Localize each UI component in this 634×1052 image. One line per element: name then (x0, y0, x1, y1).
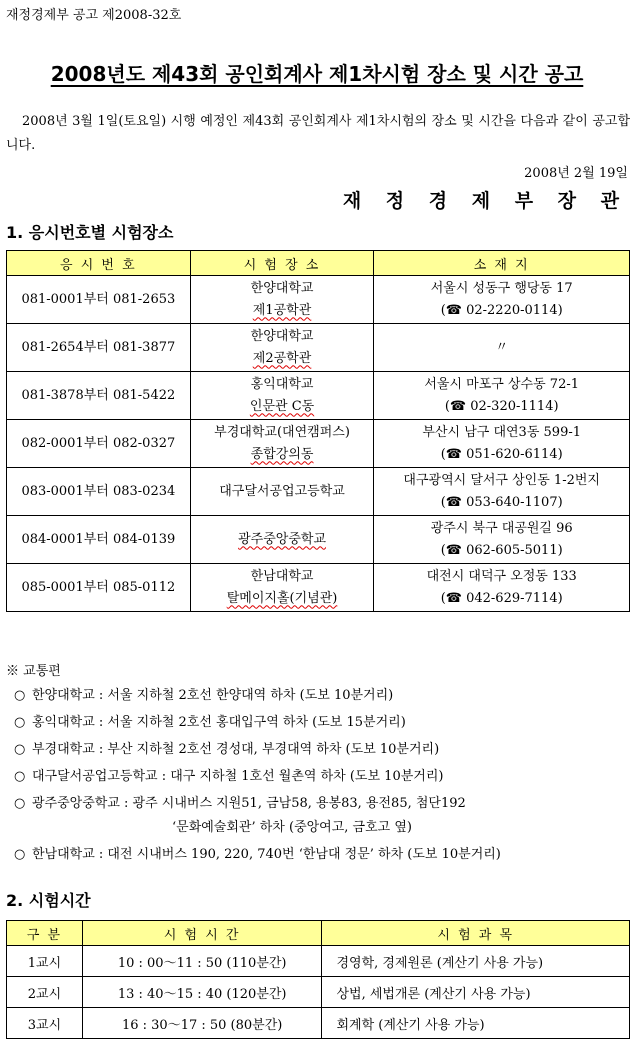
header-subject: 시 험 과 목 (322, 921, 630, 946)
venue-building: 탈메이지홀(기념관) (226, 590, 338, 606)
period-cell: 1교시 (7, 946, 83, 977)
venue-name: 광주중앙중학교 (238, 531, 326, 547)
venue-building: 제2공학관 (252, 350, 312, 366)
phone-number: (☎ 053-640-1107) (440, 494, 563, 510)
address-line: 〃 (495, 339, 509, 355)
schedule-table (6, 920, 630, 1039)
table-row (7, 372, 630, 420)
address-cell (374, 276, 630, 324)
time-cell: 10 : 00～11 : 50 (110분간) (82, 946, 322, 977)
header-address: 소 재 지 (374, 251, 630, 276)
venue-name: 부경대학교(대연캠퍼스) (214, 424, 350, 440)
address-cell (374, 468, 630, 516)
header-period: 구 분 (7, 921, 83, 946)
transport-item (14, 711, 406, 730)
phone-number: (☎ 062-605-5011) (440, 542, 563, 558)
transport-item (14, 765, 443, 784)
section-title-schedule: 2. 시험시간 (6, 891, 91, 910)
address-line: 광주시 북구 대공원길 96 (430, 520, 573, 536)
address-line: 대전시 대덕구 오정동 133 (426, 568, 577, 584)
venue-name: 대구달서공업고등학교 (219, 483, 345, 499)
venue-name: 한양대학교 (250, 280, 314, 296)
period-cell: 3교시 (7, 1008, 83, 1039)
address-line: 부산시 남구 대연3동 599-1 (422, 424, 581, 440)
intro-paragraph: 2008년 3월 1일(토요일) 시행 예정인 제43회 공인회계사 제1차시험의 장소 및 시간을 다음과 같이 공고합니다. (6, 114, 630, 153)
table-row (7, 324, 630, 372)
address-cell (374, 564, 630, 612)
header-exam-number: 응 시 번 호 (7, 251, 191, 276)
venue-building: 인문관 C동 (249, 398, 315, 414)
address-cell (374, 420, 630, 468)
phone-number: (☎ 051-620-6114) (440, 446, 563, 462)
venue-name: 한양대학교 (250, 328, 314, 344)
transport-item (14, 684, 393, 703)
table-row (7, 1008, 630, 1039)
exam-number-range: 082-0001부터 082-0327 (7, 420, 191, 468)
exam-number-range: 084-0001부터 084-0139 (7, 516, 191, 564)
time-cell: 13 : 40～15 : 40 (120분간) (82, 977, 322, 1008)
bullet-icon: ○ (14, 742, 26, 757)
notice-number: 재정경제부 공고 제2008-32호 (6, 8, 182, 23)
venue-cell (190, 324, 374, 372)
transport-text: 한남대학교 : 대전 시내버스 190, 220, 740번 ‘한남대 정문’ 하차 (도보 10분거리) (32, 847, 501, 862)
signer: 재 정 경 제 부 장 관 (342, 190, 628, 212)
notice-date: 2008년 2월 19일 (524, 166, 628, 181)
schedule-table-header (7, 921, 630, 946)
address-line: 서울시 마포구 상수동 72-1 (424, 376, 579, 392)
transport-item (14, 738, 439, 757)
venue-cell (190, 420, 374, 468)
address-line: 서울시 성동구 행당동 17 (430, 280, 573, 296)
transport-text-continued: ‘문화예술회관’ 하차 (중앙여고, 금호고 옆) (172, 820, 412, 835)
venue-building: 제1공학관 (252, 302, 312, 318)
venue-name: 홍익대학교 (250, 376, 314, 392)
transport-item (14, 792, 466, 811)
venue-cell (190, 276, 374, 324)
venue-building: 종합강의동 (250, 446, 314, 462)
table-row (7, 564, 630, 612)
table-row (7, 468, 630, 516)
transport-text: 부경대학교 : 부산 지하철 2호선 경성대, 부경대역 하차 (도보 10분거리) (32, 742, 440, 757)
venue-cell (190, 564, 374, 612)
exam-number-range: 085-0001부터 085-0112 (7, 564, 191, 612)
transport-text: 홍익대학교 : 서울 지하철 2호선 홍대입구역 하차 (도보 15분거리) (32, 715, 406, 730)
transport-title: ※ 교통편 (6, 664, 61, 679)
phone-number: (☎ 02-320-1114) (444, 398, 559, 414)
bullet-icon: ○ (14, 796, 26, 811)
table-row (7, 276, 630, 324)
address-cell (374, 372, 630, 420)
venue-name: 한남대학교 (250, 568, 314, 584)
table-row (7, 977, 630, 1008)
table-row (7, 420, 630, 468)
header-exam-time: 시 험 시 간 (82, 921, 322, 946)
exam-number-range: 083-0001부터 083-0234 (7, 468, 191, 516)
venue-cell (190, 372, 374, 420)
header-venue: 시 험 장 소 (190, 251, 374, 276)
table-row (7, 516, 630, 564)
time-cell: 16 : 30～17 : 50 (80분간) (82, 1008, 322, 1039)
venue-cell (190, 468, 374, 516)
bullet-icon: ○ (14, 715, 26, 730)
address-line: 대구광역시 달서구 상인동 1-2번지 (403, 472, 600, 488)
subject-cell: 경영학, 경제원론 (계산기 사용 가능) (322, 946, 630, 977)
transport-item (14, 843, 501, 862)
table-row (7, 946, 630, 977)
exam-number-range: 081-3878부터 081-5422 (7, 372, 191, 420)
page-title: 2008년도 제43회 공인회계사 제1차시험 장소 및 시간 공고 (50, 62, 584, 86)
exam-number-range: 081-2654부터 081-3877 (7, 324, 191, 372)
transport-text: 광주중앙중학교 : 광주 시내버스 지원51, 금남58, 용봉83, 용전85, 첨단192 (32, 796, 466, 811)
phone-number: (☎ 042-629-7114) (440, 590, 563, 606)
subject-cell: 회계학 (계산기 사용 가능) (322, 1008, 630, 1039)
exam-number-range: 081-0001부터 081-2653 (7, 276, 191, 324)
subject-cell: 상법, 세법개론 (계산기 사용 가능) (322, 977, 630, 1008)
bullet-icon: ○ (14, 769, 26, 784)
venue-cell (190, 516, 374, 564)
address-cell (374, 324, 630, 372)
venue-table-header (7, 251, 630, 276)
bullet-icon: ○ (14, 688, 26, 703)
transport-text: 대구달서공업고등학교 : 대구 지하철 1호선 월촌역 하차 (도보 10분거리) (32, 769, 444, 784)
transport-text: 한양대학교 : 서울 지하철 2호선 한양대역 하차 (도보 10분거리) (32, 688, 394, 703)
period-cell: 2교시 (7, 977, 83, 1008)
section-title-venues: 1. 응시번호별 시험장소 (6, 223, 174, 242)
bullet-icon: ○ (14, 847, 26, 862)
phone-number: (☎ 02-2220-0114) (440, 302, 563, 318)
venue-table (6, 250, 630, 612)
address-cell (374, 516, 630, 564)
